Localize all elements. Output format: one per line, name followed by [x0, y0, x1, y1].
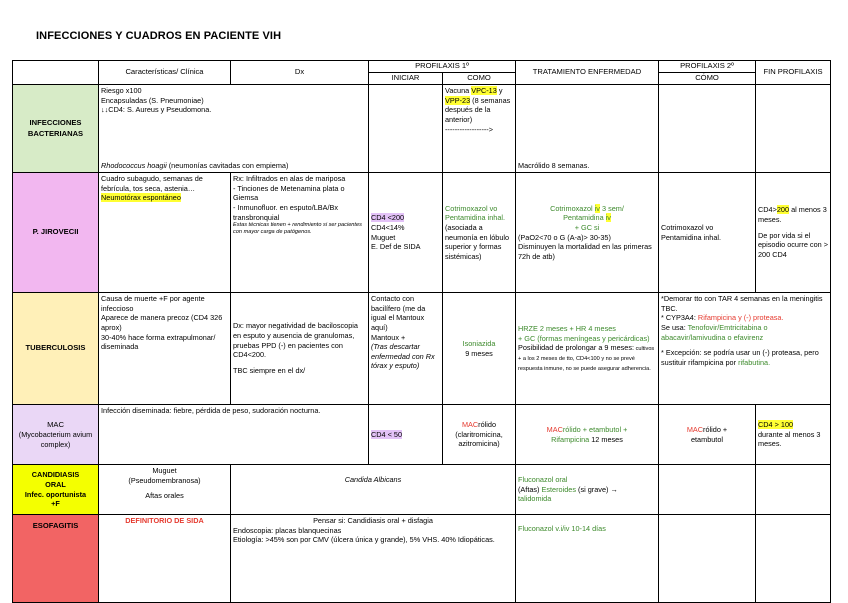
esofagitis-tratamiento [516, 515, 659, 603]
header-profilaxis1: PROFILAXIS 1º [369, 61, 516, 73]
vpc-13: VPC-13 [471, 86, 497, 95]
tub-p4b: rifabutina. [738, 357, 771, 367]
cand-label3: Infec. oportunista [24, 489, 87, 499]
row-esofagitis [13, 515, 831, 603]
bact-rhodo [101, 161, 288, 171]
tub-p2b: Rifampicina y (-) proteasa. [697, 313, 784, 323]
vacuna-b: y [496, 86, 503, 95]
tuberculosis-dx [231, 293, 369, 405]
bacterianas-como [443, 85, 516, 173]
header-blank [13, 61, 99, 85]
header-profilaxis2: PROFILAXIS 2º [659, 61, 756, 73]
row-mac [13, 405, 831, 465]
jirovecii-caracteristicas [99, 173, 231, 293]
jir-fin1c: al menos 3 meses. [758, 205, 827, 225]
mac-fin2: durante al menos 3 meses. [758, 429, 821, 449]
esofagitis-fin [756, 515, 831, 603]
esof-car1: DEFINITORIO DE SIDA [125, 516, 204, 525]
mac-tratamiento [516, 405, 659, 465]
bacterianas-profilaxis2 [659, 85, 756, 173]
candidiasis-caracteristicas [99, 465, 231, 515]
label-tuberculosis: TUBERCULOSIS [13, 293, 99, 405]
esof-tto1: Fluconazol v.i/iv 10-14 días [518, 524, 606, 533]
jir-ini3: Muguet [371, 232, 396, 242]
jirovecii-dx [231, 173, 369, 293]
label-esofagitis: ESOFAGITIS [13, 515, 99, 603]
vacuna-c: (8 semanas después de la anterior) [445, 95, 511, 124]
mac-p2a: MAC [686, 424, 704, 434]
header-tratamiento: TRATAMIENTO ENFERMEDAD [516, 61, 659, 85]
header-dx: Dx [231, 61, 369, 85]
tub-p4: * Excepción: se podría usar un (-) proteasa, pero sustituir rifampicina por [661, 348, 819, 367]
jirovecii-fin [756, 173, 831, 293]
cand-dx1: Candida Albicans [344, 475, 402, 484]
bacterianas-iniciar [369, 85, 443, 173]
bacterianas-tratamiento [516, 85, 659, 173]
header-fin: FIN PROFILAXIS [756, 61, 831, 85]
jir-ini4: E. Def de SIDA [371, 242, 421, 252]
bact-car3: ↓↓CD4: S. Aureus y Pseudomona. [101, 105, 212, 115]
jir-ini1: CD4 <200 [371, 213, 405, 223]
vih-infections-table [12, 60, 831, 603]
mac-p2b: rólido + [703, 424, 728, 434]
rhodo-rest: (neumonías cavitadas con empiema) [166, 161, 289, 171]
jirovecii-tratamiento [516, 173, 659, 293]
jir-fin1b: 200 [776, 205, 790, 215]
tub-tto1: HRZE 2 meses + HR 4 meses [518, 323, 616, 333]
rhodo-name: Rhodococcus hoagii [101, 161, 167, 171]
cand-tto2d: → [610, 484, 618, 494]
tub-car3: 30-40% hace forma extrapulmonar/ diseminada [101, 332, 216, 352]
mac-como [443, 405, 516, 465]
cand-tto2c: (si grave) [576, 484, 611, 494]
jir-car1: Cuadro subagudo, semanas de febrícula, tos seca, astenia… [101, 174, 203, 193]
cand-label2: ORAL [45, 479, 66, 489]
jir-fin2: De por vida si el episodio ocurre con > 200 CD4 [758, 230, 828, 259]
mac-tto2b: 12 meses [589, 434, 623, 444]
jir-dx4: Estas técnicas tienen + rendimiento si ser pacientes con mayor carga de patógenos. [233, 222, 362, 236]
tuberculosis-como [443, 293, 516, 405]
label-jirovecii: P. JIROVECII [13, 173, 99, 293]
cand-tto2b: Esteroides [541, 484, 576, 494]
cand-tto1: Fluconazol oral [518, 475, 568, 485]
header-row [13, 61, 831, 73]
label-mac [13, 405, 99, 465]
row-candidiasis [13, 465, 831, 515]
mac-como1a: MAC [461, 420, 479, 430]
mac-label: MAC [47, 419, 64, 429]
tub-como2: 9 meses [465, 348, 493, 358]
mac-ini1: CD4 < 50 [371, 429, 403, 439]
tub-p3b: Tenofovir/Emtricitabina o abacavir/lamivudina o efavirenz [661, 322, 768, 342]
jir-dx3: - Inmunofluor. en esputo/LBA/Bx transbronquial [233, 202, 339, 222]
mac-iniciar [369, 405, 443, 465]
header-como2: CÓMO [659, 73, 756, 85]
mac-como1b: rólido [478, 420, 497, 430]
header-iniciar: INICIAR [369, 73, 443, 85]
jir-como3: (asociada a neumonía en lóbulo superior y formas sistémicas) [445, 222, 510, 261]
tuberculosis-iniciar [369, 293, 443, 405]
mac-sub: (Mycobacterium avium complex) [18, 429, 93, 449]
page-title: INFECCIONES Y CUADROS EN PACIENTE VIH [36, 30, 282, 42]
jir-p2b: Pentamidina inhal. [661, 232, 722, 242]
mac-tto1a: MAC [546, 424, 563, 434]
bacterianas-caracteristicas [99, 85, 369, 173]
mac-profilaxis2 [659, 405, 756, 465]
arrow-text: ------------------> [445, 124, 493, 134]
esofagitis-profilaxis2 [659, 515, 756, 603]
jir-tto1b: iv [594, 203, 600, 213]
tub-ini2: Mantoux + [371, 332, 406, 342]
jir-ini2: CD4<14% [371, 222, 405, 232]
jir-dx1: Rx: Infiltrados en alas de mariposa [233, 174, 346, 183]
cand-label1: CANDIDIASIS [31, 470, 80, 480]
tub-p3a: Se usa: [661, 322, 688, 332]
bact-tto: Macrólido 8 semanas. [518, 161, 590, 171]
esof-dx1: Pensar si: Candidiasis oral + disfagia [313, 516, 433, 525]
tub-dx2: TBC siempre en el dx/ [233, 365, 306, 375]
row-jirovecii [13, 173, 831, 293]
mac-fin1: CD4 > 100 [758, 420, 794, 430]
jir-tto4: (PaO2<70 o G (A-a)> 30-35) [518, 232, 611, 242]
cand-car3: Aftas orales [145, 491, 184, 501]
tub-como1: Isoniazida [462, 338, 496, 348]
jir-tto1c: 3 sem/ [599, 203, 624, 213]
bact-car2: Encapsuladas (S. Pneumoniae) [101, 95, 204, 105]
tub-dx1: Dx: mayor negatividad de baciloscopia en esputo y ausencia de granulomas, pruebas PPD (-) en pacientes con CD4<200. [233, 321, 358, 360]
tub-p1: *Demorar tto con TAR 4 semanas en la meningitis TBC. [661, 294, 823, 313]
mac-tto1b: rólido + etambutol + [562, 424, 628, 434]
label-candidiasis [13, 465, 99, 515]
jir-tto3: + GC si [574, 222, 600, 232]
esofagitis-dx [231, 515, 516, 603]
tub-tto4: cultivos + a los 2 meses de tto, CD4<100 y no se prevé respuesta inmune, no se puede asegurar adherencia. [518, 346, 655, 373]
mac-caracteristicas [99, 405, 369, 465]
jir-tto5: Disminuyen la mortalidad en las primeras 72h de atb) [518, 242, 652, 261]
row-tuberculosis [13, 293, 831, 405]
tuberculosis-tratamiento [516, 293, 659, 405]
tub-ini3: (Tras descartar enfermedad con Rx tórax y esputo) [371, 342, 435, 371]
esofagitis-caracteristicas [99, 515, 231, 603]
candidiasis-profilaxis2 [659, 465, 756, 515]
header-caracteristicas: Características/ Clínica [99, 61, 231, 85]
mac-como2: (claritromicina, azitromicina) [455, 429, 503, 449]
mac-p2c: etambutol [690, 434, 724, 444]
jir-tto2b: iv [605, 213, 611, 223]
jirovecii-iniciar [369, 173, 443, 293]
jir-tto2a: Pentamidina [563, 213, 606, 223]
cand-tto2a: (Aftas) [518, 484, 542, 494]
jir-dx2: - Tinciones de Metenamina plata o Giemsa [233, 183, 345, 203]
header-como: COMO [443, 73, 516, 85]
cand-label4: +F [51, 499, 60, 509]
tub-car1: Causa de muerte +F por agente infeccioso [101, 294, 205, 313]
vpp-23: VPP-23 [445, 95, 471, 105]
jir-p2a: Cotrimoxazol vo [661, 222, 714, 232]
tuberculosis-profilaxis2 [659, 293, 831, 405]
candidiasis-tratamiento [516, 465, 659, 515]
tub-car2: Aparece de manera precoz (CD4 326 aprox) [101, 313, 223, 332]
tub-p2a: * CYP3A4: [661, 313, 698, 323]
esof-dx2: Endoscopia: placas blanquecinas [233, 525, 342, 535]
candidiasis-dx [231, 465, 516, 515]
mac-tto2: Rifampicina [551, 434, 590, 444]
candidiasis-fin [756, 465, 831, 515]
bacterianas-fin [756, 85, 831, 173]
jir-como2: Pentamidina inhal. [445, 213, 506, 223]
mac-car1: Infección diseminada: fiebre, pérdida de peso, sudoración nocturna. [101, 406, 321, 415]
tub-tto3: Posibilidad de prolongar a 9 meses: [518, 343, 635, 353]
jir-fin1a: CD4> [758, 205, 777, 215]
mac-fin [756, 405, 831, 465]
jirovecii-profilaxis2 [659, 173, 756, 293]
esof-dx3: Etiología: >45% son por CMV (úlcera única y grande), 5% VHS. 40% Idiopáticas. [233, 535, 495, 545]
vacuna-a: Vacuna [445, 86, 472, 95]
bact-car1: Riesgo x100 [101, 86, 142, 95]
cand-car2: (Pseudomembranosa) [128, 475, 201, 485]
jir-tto1a: Cotrimoxazol [550, 203, 595, 213]
cand-car1: Muguet [152, 466, 177, 475]
jirovecii-como [443, 173, 516, 293]
tub-ini1: Contacto con bacilífero (me da igual el Mantoux aquí) [371, 294, 426, 332]
jir-como1: Cotrimoxazol vo [445, 203, 498, 213]
tub-tto2: + GC (formas meníngeas y pericárdicas) [518, 333, 650, 343]
label-bacterianas: INFECCIONES BACTERIANAS [13, 85, 99, 173]
cand-tto3: talidomida [518, 494, 552, 504]
row-bacterianas [13, 85, 831, 173]
jir-car2: Neumotórax espontáneo [101, 193, 181, 203]
tuberculosis-caracteristicas [99, 293, 231, 405]
